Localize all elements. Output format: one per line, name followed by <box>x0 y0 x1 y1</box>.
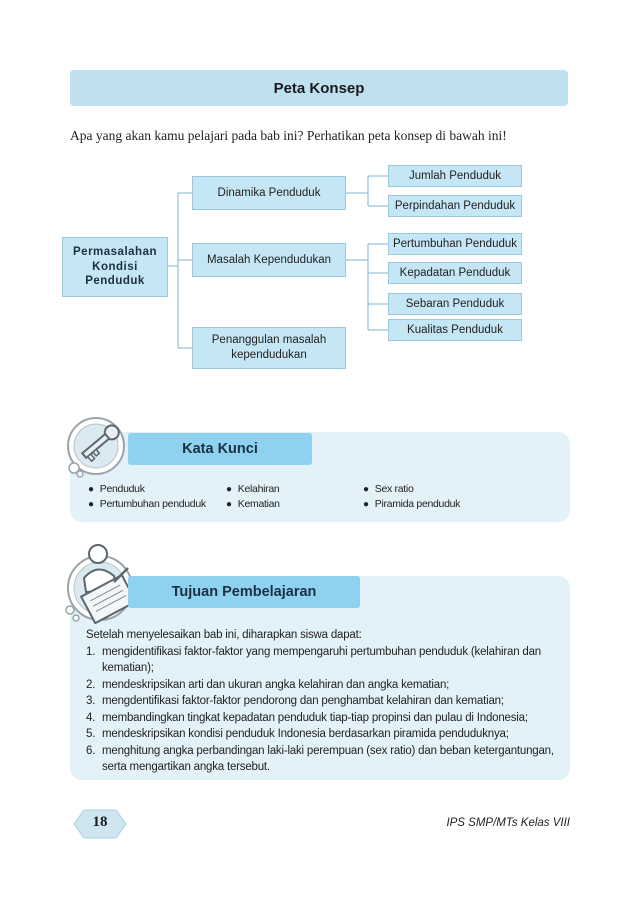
objective-item <box>86 677 566 694</box>
keyword-text: Kelahiran <box>237 483 280 495</box>
bullet-icon: ● <box>226 483 232 495</box>
concept-branch-dinamika: Dinamika Penduduk <box>192 176 346 210</box>
concept-leaf-kepadatan: Kepadatan Penduduk <box>388 262 522 284</box>
keyword-item <box>363 483 414 495</box>
objective-item <box>86 743 566 776</box>
page-number: 18 <box>92 814 108 830</box>
objective-item <box>86 693 566 710</box>
objective-number: 6. <box>86 744 96 757</box>
keyword-text: Kematian <box>237 498 280 510</box>
objective-item <box>86 710 566 727</box>
concept-branch-penanggulan <box>192 327 346 369</box>
penanggulan-line-2: kependudukan <box>231 349 307 361</box>
keyword-text: Pertumbuhan penduduk <box>99 498 206 510</box>
bullet-icon: ● <box>363 483 369 495</box>
keyword-item <box>88 483 145 495</box>
concept-leaf-perpindahan: Perpindahan Penduduk <box>388 195 522 217</box>
objective-item <box>86 644 566 677</box>
concept-leaf-sebaran: Sebaran Penduduk <box>388 293 522 315</box>
objective-text: membandingkan tingkat kepadatan penduduk tiap-tiap propinsi dan pulau di Indonesia; <box>102 711 528 724</box>
root-line-2: Kondisi <box>92 260 138 273</box>
keyword-text: Penduduk <box>99 483 145 495</box>
keyword-item <box>226 483 279 495</box>
penanggulan-line-1: Penanggulan masalah <box>211 334 327 347</box>
concept-root-permasalahan-kondisi-penduduk <box>62 237 168 297</box>
objective-line: kematian); <box>102 662 154 674</box>
objective-number: 3. <box>86 695 96 707</box>
intro-text: Apa yang akan kamu pelajari pada bab ini? Perhatikan peta konsep di bawah ini! <box>70 128 507 143</box>
keyword-item <box>226 498 280 510</box>
concept-leaf-jumlah: Jumlah Penduduk <box>388 165 522 187</box>
bullet-icon: ● <box>363 498 369 510</box>
concept-branch-masalah: Masalah Kependudukan <box>192 243 346 277</box>
objective-item <box>86 726 566 743</box>
objectives-list <box>86 627 566 776</box>
objective-text <box>102 644 541 677</box>
objective-line: serta mengartikan angka tersebut. <box>102 761 270 773</box>
section-title-peta-konsep: Peta Konsep <box>70 70 568 106</box>
objectives-intro: Setelah menyelesaikan bab ini, diharapkan siswa dapat: <box>86 629 362 641</box>
keywords-title: Kata Kunci <box>128 433 312 465</box>
book-title: IPS SMP/MTs Kelas VIII <box>446 817 570 829</box>
objective-text: mendeskripsikan kondisi penduduk Indonesia berdasarkan piramida penduduknya; <box>102 728 509 740</box>
root-line-1: Permasalahan <box>73 245 157 258</box>
objectives-title: Tujuan Pembelajaran <box>128 576 360 608</box>
keyword-item <box>363 498 460 510</box>
key-icon <box>58 410 138 482</box>
keyword-item <box>88 498 206 510</box>
objective-text: mengdentifikasi faktor-faktor pendorong dan penghambat kelahiran dan kematian; <box>102 695 504 707</box>
concept-leaf-pertumbuhan: Pertumbuhan Penduduk <box>388 233 522 255</box>
objective-text: mendeskripsikan arti dan ukuran angka kelahiran dan angka kematian; <box>102 678 450 691</box>
bullet-icon: ● <box>88 483 94 495</box>
root-line-3: Penduduk <box>85 275 145 288</box>
keyword-text: Piramida penduduk <box>374 498 461 510</box>
concept-leaf-kualitas: Kualitas Penduduk <box>388 319 522 341</box>
objective-number: 2. <box>86 678 96 691</box>
bullet-icon: ● <box>226 498 232 510</box>
objective-number: 5. <box>86 728 96 740</box>
objective-line: mengidentifikasi faktor-faktor yang mempengaruhi pertumbuhan penduduk (kelahiran dan <box>102 645 542 658</box>
objective-text <box>102 743 554 776</box>
objective-number: 1. <box>86 645 96 658</box>
bullet-icon: ● <box>88 498 94 510</box>
objective-number: 4. <box>86 711 96 724</box>
keyword-text: Sex ratio <box>374 483 414 495</box>
objective-line: menghitung angka perbandingan laki-laki perempuan (sex ratio) dan beban ketergantungan, <box>102 744 554 757</box>
